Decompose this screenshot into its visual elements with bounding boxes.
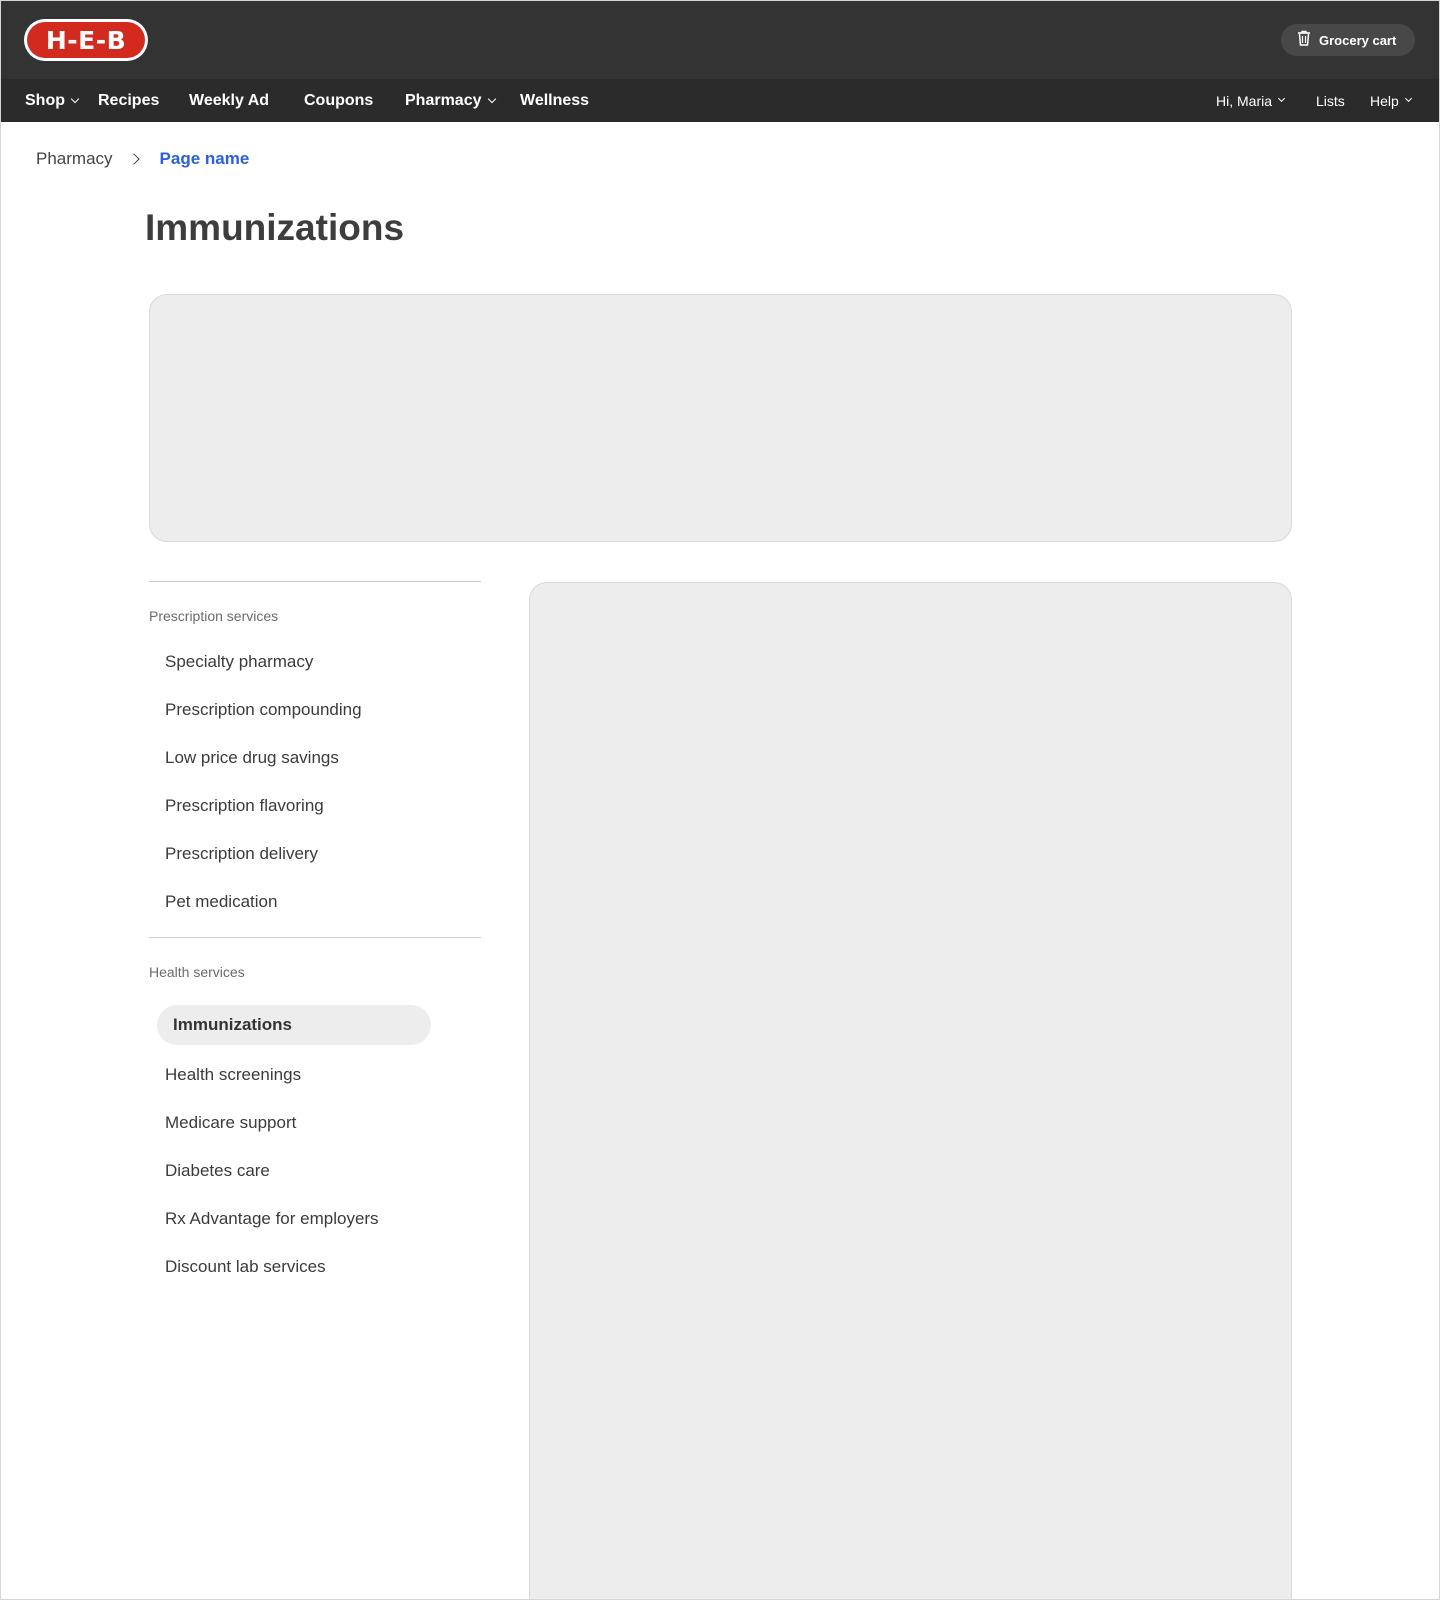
nav-recipes-label: Recipes xyxy=(98,91,160,109)
nav-shop[interactable] xyxy=(25,79,78,122)
chevron-down-icon xyxy=(487,94,495,102)
account-greeting: Hi, Maria xyxy=(1216,92,1273,109)
page-title: Immunizations xyxy=(145,207,405,248)
section-label-prescription: Prescription services xyxy=(149,608,279,624)
sidebar-item-prescription-delivery[interactable]: Prescription delivery xyxy=(165,844,319,863)
logo-text: H-E-B xyxy=(45,25,127,55)
sidebar-item-health-screenings[interactable]: Health screenings xyxy=(165,1065,302,1084)
help-menu[interactable] xyxy=(1370,79,1411,122)
sidebar-item-label: Immunizations xyxy=(173,1015,293,1034)
nav-weekly-ad-label: Weekly Ad xyxy=(189,91,270,109)
chevron-down-icon xyxy=(71,94,79,102)
sidebar-item-prescription-flavoring[interactable]: Prescription flavoring xyxy=(165,796,324,815)
lists-link[interactable] xyxy=(1316,79,1345,122)
nav-recipes[interactable] xyxy=(98,79,159,122)
main-nav xyxy=(1,79,1440,122)
sidebar-divider xyxy=(149,581,481,582)
heb-logo[interactable] xyxy=(24,19,148,61)
nav-weekly-ad[interactable] xyxy=(189,79,269,122)
hero-placeholder xyxy=(149,294,1292,542)
sidebar-item-pet-medication[interactable]: Pet medication xyxy=(165,892,278,911)
sidebar-item-discount-lab-services[interactable]: Discount lab services xyxy=(165,1257,326,1276)
sidebar-item-immunizations-active[interactable] xyxy=(157,1005,431,1045)
nav-shop-label: Shop xyxy=(25,91,65,109)
lists-label: Lists xyxy=(1316,92,1345,109)
sidebar-item-low-price-drug-savings[interactable]: Low price drug savings xyxy=(165,748,339,767)
main-content-placeholder xyxy=(529,582,1292,1600)
top-header xyxy=(1,1,1440,79)
chevron-down-icon xyxy=(1405,95,1412,102)
nav-pharmacy-label: Pharmacy xyxy=(405,91,482,109)
nav-coupons-label: Coupons xyxy=(304,91,374,109)
sidebar-item-diabetes-care[interactable]: Diabetes care xyxy=(165,1161,270,1180)
logo-badge xyxy=(27,22,145,58)
nav-wellness[interactable] xyxy=(520,79,589,122)
breadcrumb-current[interactable]: Page name xyxy=(159,149,250,168)
sidebar-divider xyxy=(149,937,481,938)
account-menu[interactable] xyxy=(1216,79,1284,122)
trash-bin-icon xyxy=(1297,30,1311,51)
sidebar-item-specialty-pharmacy[interactable]: Specialty pharmacy xyxy=(165,652,314,671)
nav-pharmacy[interactable] xyxy=(405,79,495,122)
section-label-health: Health services xyxy=(149,964,245,980)
sidebar-item-medicare-support[interactable]: Medicare support xyxy=(165,1113,297,1132)
grocery-cart-label: Grocery cart xyxy=(1319,32,1397,48)
chevron-down-icon xyxy=(1278,95,1285,102)
chevron-right-icon xyxy=(128,153,139,164)
nav-coupons[interactable] xyxy=(304,79,373,122)
breadcrumb xyxy=(36,149,249,169)
help-label: Help xyxy=(1370,92,1399,109)
nav-wellness-label: Wellness xyxy=(520,91,590,109)
breadcrumb-pharmacy[interactable]: Pharmacy xyxy=(36,149,113,168)
sidebar-item-rx-advantage[interactable]: Rx Advantage for employers xyxy=(165,1209,379,1228)
grocery-cart-button[interactable] xyxy=(1281,24,1415,56)
sidebar-item-prescription-compounding[interactable]: Prescription compounding xyxy=(165,700,362,719)
